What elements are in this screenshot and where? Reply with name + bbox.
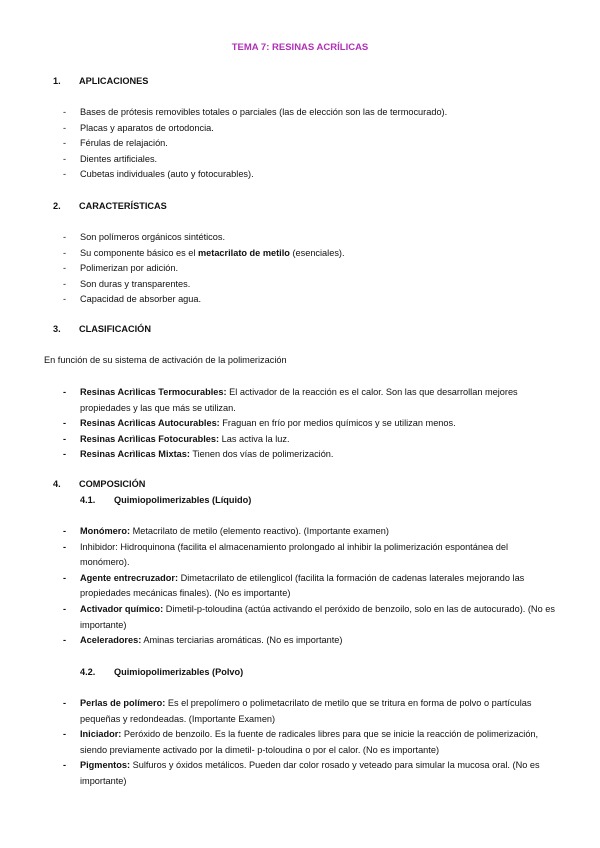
list-item <box>0 230 555 246</box>
item-lead: Agente entrecruzador: <box>80 572 179 583</box>
list-item: - Férulas de relajación. <box>0 136 555 152</box>
section-title: COMPOSICIÓN <box>79 479 146 489</box>
list-item: - Dientes artificiales. <box>0 152 555 168</box>
item-text: Las activa la luz. <box>219 433 290 444</box>
section-number: 3. <box>53 324 61 334</box>
clasificacion-list <box>0 385 555 463</box>
item-text: El activador de la reacción es el calor. Son las que desarrollan mejores propiedades y las que más se utilizan. <box>80 387 518 413</box>
section-heading-composicion <box>53 479 145 489</box>
item-text: Es el prepolímero o polimetacrilato de metilo que se tritura en forma de polvo o partículas pequeñas y redondeadas. (Importante Examen) <box>80 698 532 724</box>
item-text: Aminas terciarias aromáticas. (No es importante) <box>141 635 343 646</box>
item-lead: Pigmentos: <box>80 760 131 771</box>
subsection-title: Quimiopolimerizables (Polvo) <box>114 667 244 677</box>
list-item <box>0 727 555 758</box>
item-text: Tienen dos vías de polimerización. <box>189 449 334 460</box>
item-lead: Resinas Acrìlicas Fotocurables: <box>80 433 220 444</box>
item-lead: Resinas Acrìlicas Mixtas: <box>80 449 190 460</box>
section-heading-clasificacion <box>53 324 151 334</box>
list-item <box>0 246 555 262</box>
list-item <box>0 261 555 277</box>
document-title: TEMA 7: RESINAS ACRÍLICAS <box>231 42 369 53</box>
section-title: CLASIFICACIÓN <box>79 324 151 334</box>
item-text: Polimerizan por adición. <box>80 263 179 274</box>
list-item <box>0 385 555 416</box>
aplicaciones-list <box>0 105 555 183</box>
list-item <box>0 571 555 602</box>
item-text: Inhibidor: Hidroquinona (facilita el almacenamiento prolongado al inhibir la polimerización espontánea del monómero). <box>80 541 508 568</box>
list-item <box>0 524 555 540</box>
list-item <box>0 540 555 571</box>
item-lead: Resinas Acrìlicas Autocurables: <box>80 418 220 429</box>
list-item <box>0 416 555 432</box>
list-item <box>0 447 555 463</box>
caracteristicas-list <box>0 230 555 308</box>
subsection-number: 4.1. <box>80 495 96 505</box>
list-item <box>0 292 555 308</box>
item-text: Son polímeros orgánicos sintéticos. <box>80 232 226 242</box>
item-text: Fraguan en frío por medios químicos y se utilizan menos. <box>219 418 456 429</box>
item-lead: Monómero: <box>80 526 131 536</box>
subsection-number: 4.2. <box>80 667 96 677</box>
item-text: Capacidad de absorber agua. <box>80 294 202 305</box>
item-lead: Activador químico: <box>80 603 164 614</box>
item-lead: Aceleradores: <box>80 635 142 646</box>
item-text: Son duras y transparentes. <box>80 278 191 289</box>
section-title: APLICACIONES <box>79 76 149 86</box>
section-title: CARACTERÍSTICAS <box>79 201 167 211</box>
section-number: 1. <box>53 76 61 86</box>
item-lead: Resinas Acrìlicas Termocurables: <box>80 387 227 397</box>
item-text: Metacrilato de metilo (elemento reactivo). (Importante examen) <box>130 526 389 536</box>
list-item: - Cubetas individuales (auto y fotocurables). <box>0 167 555 183</box>
item-text: Dimetil-p-toloudina (actúa activando el peróxido de benzoilo, solo en las de autocurado). (No es importante) <box>80 603 555 630</box>
list-item <box>0 633 555 649</box>
subsection-heading-liquido <box>80 495 251 505</box>
list-item <box>0 277 555 293</box>
list-item <box>0 696 555 727</box>
clasificacion-intro: En función de su sistema de activación de la polimerización <box>44 355 287 365</box>
section-number: 2. <box>53 201 61 211</box>
item-text: (esenciales). <box>289 247 345 258</box>
item-lead: Perlas de polímero: <box>80 698 166 708</box>
polvo-list <box>0 696 555 790</box>
item-bold-text: metacrilato de metilo <box>197 247 290 258</box>
item-text: Sulfuros y óxidos metálicos. Pueden dar color rosado y veteado para simular la mucosa oral. (No es importante) <box>80 760 540 786</box>
section-heading-caracteristicas <box>53 201 167 211</box>
list-item <box>0 432 555 448</box>
list-item: - Placas y aparatos de ortodoncia. <box>0 121 555 137</box>
item-text: Su componente básico es el <box>80 247 198 258</box>
section-number: 4. <box>53 479 61 489</box>
section-heading-aplicaciones <box>53 76 148 86</box>
list-item <box>0 758 555 789</box>
item-lead: Iniciador: <box>80 729 122 740</box>
item-text: Dimetacrilato de etilenglicol (facilita la formación de cadenas laterales mejorando las propiedades mecánicas finales). (No es importante) <box>80 572 525 599</box>
item-text: Peróxido de benzoilo. Es la fuente de radicales libres para que se inicie la reacción de polimerización, siendo previamente activado por la dimetil- p-toloudina o por el calor. (No es importante) <box>80 729 539 755</box>
list-item: - Bases de prótesis removibles totales o parciales (las de elección son las de termocurado). <box>0 105 555 121</box>
subsection-title: Quimiopolimerizables (Líquido) <box>114 495 252 505</box>
liquido-list <box>0 524 555 649</box>
subsection-heading-polvo <box>80 667 243 677</box>
list-item <box>0 602 555 633</box>
